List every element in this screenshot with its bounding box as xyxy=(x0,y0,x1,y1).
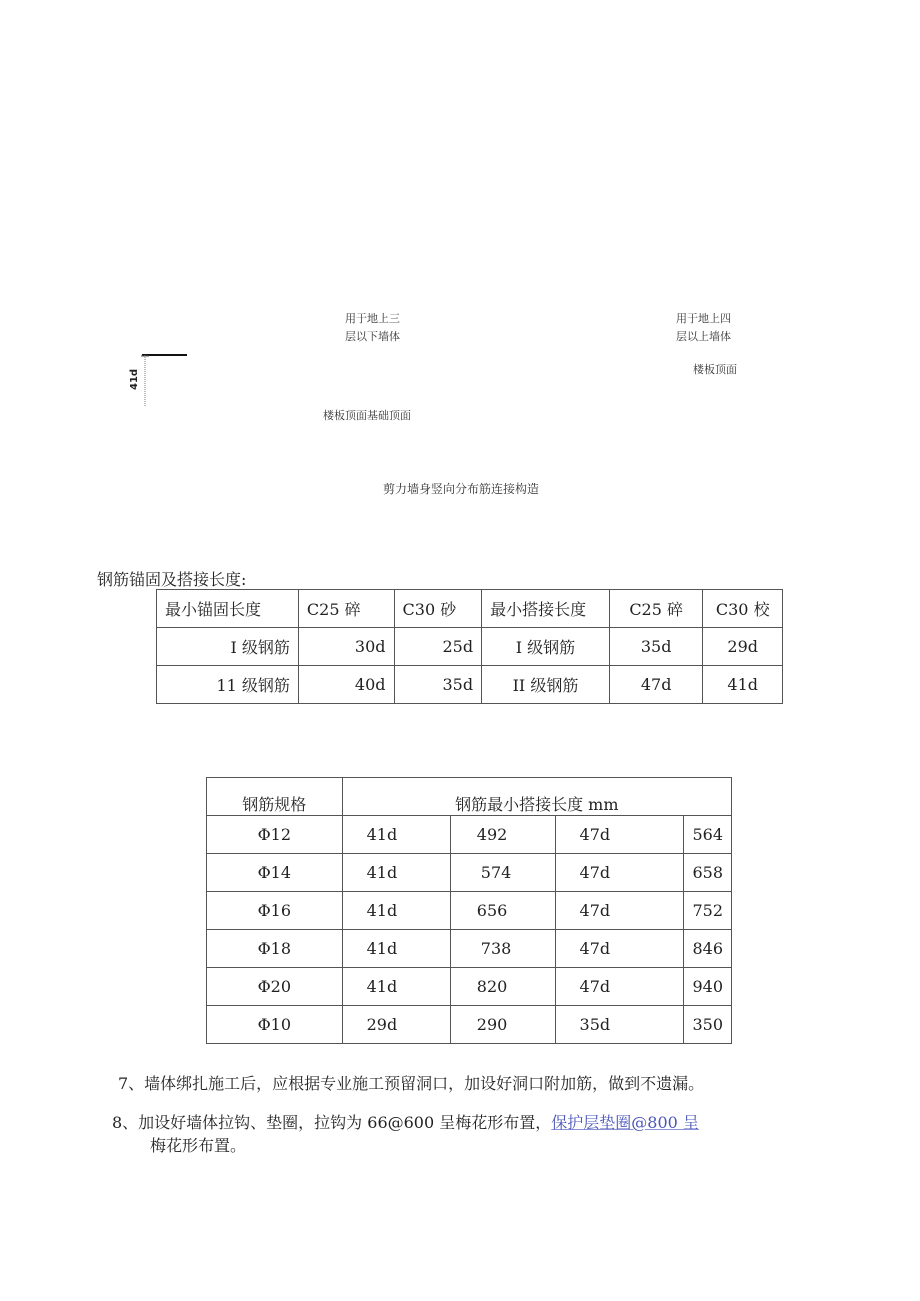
table-cell: 574 xyxy=(450,854,555,892)
table-cell: C25 碎 xyxy=(609,590,703,628)
table-cell: 47d xyxy=(555,968,684,1006)
paragraph-8-continuation: 梅花形布置。 xyxy=(150,1136,247,1155)
table-cell: C30 砂 xyxy=(394,590,482,628)
table-row xyxy=(207,816,732,854)
table-cell: C25 碎 xyxy=(298,590,394,628)
table-cell: 41d xyxy=(703,666,783,704)
table-cell: 658 xyxy=(684,854,732,892)
table-cell: Φ10 xyxy=(207,1006,343,1044)
table-row xyxy=(207,892,732,930)
label-right-mid: 楼板顶面 xyxy=(693,363,737,376)
dim-label: 41d xyxy=(129,368,140,390)
table-cell: 40d xyxy=(298,666,394,704)
table-cell: 47d xyxy=(555,930,684,968)
table-cell: 钢筋规格 xyxy=(207,778,343,816)
table-cell: 564 xyxy=(684,816,732,854)
table-cell: 30d xyxy=(298,628,394,666)
paragraph-7: 7、墙体绑扎施工后，应根据专业施工预留洞口，加设好洞口附加筋，做到不遗漏。 xyxy=(118,1074,705,1093)
table-row xyxy=(207,854,732,892)
table-row xyxy=(207,1006,732,1044)
table-cell: 47d xyxy=(609,666,703,704)
table-row xyxy=(207,968,732,1006)
table-cell: 钢筋最小搭接长度 mm xyxy=(342,778,731,816)
paragraph-8-text: 8、加设好墙体拉钩、垫圈，拉钩为 66@600 呈梅花形布置， xyxy=(112,1113,552,1132)
label-line: 层以下墙体 xyxy=(345,330,400,343)
label-bottom: 楼板顶面基础顶面 xyxy=(323,409,411,422)
table-cell: 350 xyxy=(684,1006,732,1044)
table-cell: 41d xyxy=(342,854,450,892)
diagram-caption: 剪力墙身竖向分布筋连接构造 xyxy=(383,482,540,496)
table-cell: 656 xyxy=(450,892,555,930)
table-cell: 35d xyxy=(609,628,703,666)
table-cell: 47d xyxy=(555,854,684,892)
table-cell: C30 校 xyxy=(703,590,783,628)
table-cell: Φ20 xyxy=(207,968,343,1006)
table-header-row xyxy=(207,778,732,816)
table-cell: 11 级钢筋 xyxy=(157,666,299,704)
table-cell: I 级钢筋 xyxy=(482,628,610,666)
table-cell: 29d xyxy=(342,1006,450,1044)
table-cell: 41d xyxy=(342,968,450,1006)
table-cell: 41d xyxy=(342,930,450,968)
table-cell: 25d xyxy=(394,628,482,666)
table-cell: 47d xyxy=(555,892,684,930)
table-cell: I 级钢筋 xyxy=(157,628,299,666)
table-cell: 47d xyxy=(555,816,684,854)
table-cell: Φ18 xyxy=(207,930,343,968)
table-row xyxy=(157,628,783,666)
table-cell: 290 xyxy=(450,1006,555,1044)
table-cell: 41d xyxy=(342,816,450,854)
table-cell: 最小锚固长度 xyxy=(157,590,299,628)
table-cell: 最小搭接长度 xyxy=(482,590,610,628)
table-cell: 820 xyxy=(450,968,555,1006)
label-line: 用于地上三 xyxy=(345,312,400,325)
table-cell: II 级钢筋 xyxy=(482,666,610,704)
table-cell: 41d xyxy=(342,892,450,930)
label-line: 层以上墙体 xyxy=(676,330,731,343)
table-row xyxy=(207,930,732,968)
lap-length-table xyxy=(206,777,732,1044)
table-cell: 29d xyxy=(703,628,783,666)
label-left-top xyxy=(345,310,400,346)
table-cell: 752 xyxy=(684,892,732,930)
table-cell: 846 xyxy=(684,930,732,968)
table-cell: 35d xyxy=(555,1006,684,1044)
table-header-row xyxy=(157,590,783,628)
table-row xyxy=(157,666,783,704)
table-cell: 492 xyxy=(450,816,555,854)
table-cell: 35d xyxy=(394,666,482,704)
table-cell: Φ14 xyxy=(207,854,343,892)
table-cell: 940 xyxy=(684,968,732,1006)
paragraph-8 xyxy=(112,1111,699,1135)
table-cell: Φ12 xyxy=(207,816,343,854)
protective-layer-link[interactable]: 保护层垫圈@800 呈 xyxy=(551,1113,699,1132)
table-cell: 738 xyxy=(450,930,555,968)
section-title: 钢筋锚固及搭接长度: xyxy=(97,570,247,589)
table-cell: Φ16 xyxy=(207,892,343,930)
label-line: 用于地上四 xyxy=(676,312,731,325)
label-right-top xyxy=(676,310,731,346)
anchor-lap-table xyxy=(156,589,783,704)
